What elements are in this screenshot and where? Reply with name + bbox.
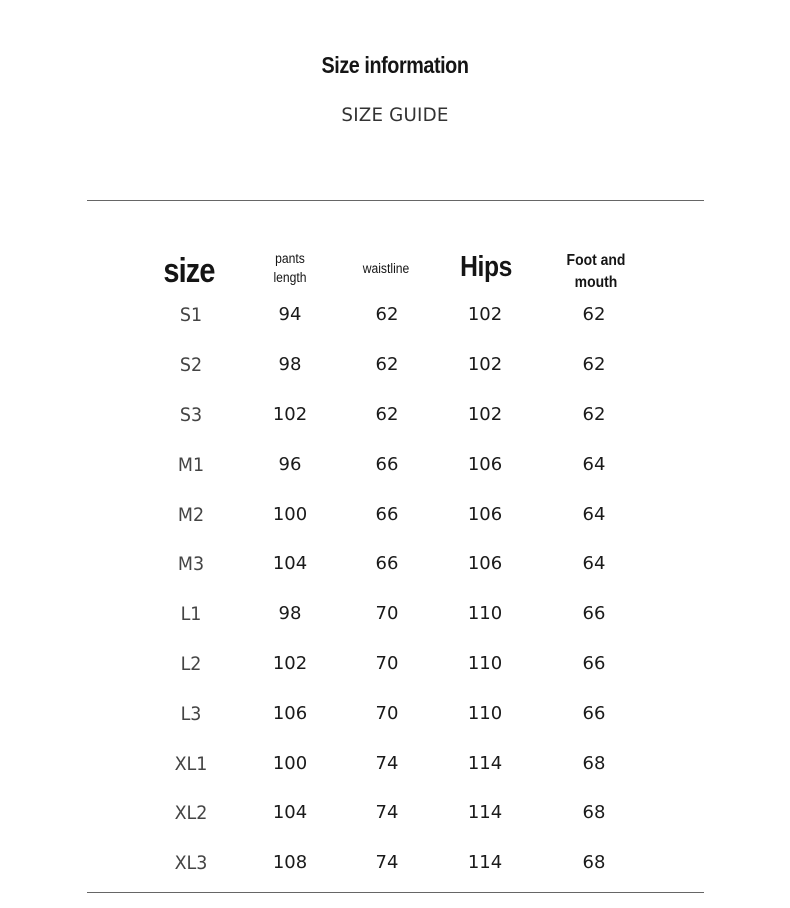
cell-foot-mouth: 66 bbox=[582, 703, 606, 724]
table-row bbox=[0, 400, 790, 430]
cell-hips: 106 bbox=[467, 454, 503, 475]
table-row bbox=[0, 749, 790, 779]
cell-pants-length: 94 bbox=[278, 304, 302, 325]
cell-size: XL1 bbox=[174, 753, 208, 775]
cell-size: M2 bbox=[177, 504, 205, 526]
cell-waistline: 74 bbox=[375, 753, 399, 774]
cell-waistline: 74 bbox=[375, 852, 399, 873]
cell-hips: 106 bbox=[467, 504, 503, 525]
cell-hips: 106 bbox=[467, 553, 503, 574]
cell-pants-length: 100 bbox=[272, 504, 308, 525]
header-waistline: waistline bbox=[362, 261, 410, 276]
header-foot-line1: Foot and bbox=[566, 252, 626, 269]
table-row bbox=[0, 599, 790, 629]
cell-hips: 110 bbox=[467, 653, 503, 674]
cell-waistline: 66 bbox=[375, 454, 399, 475]
cell-pants-length: 104 bbox=[272, 802, 308, 823]
cell-waistline: 70 bbox=[375, 703, 399, 724]
cell-size: L3 bbox=[180, 703, 202, 725]
cell-hips: 110 bbox=[467, 703, 503, 724]
header-size: size bbox=[163, 252, 215, 290]
cell-foot-mouth: 62 bbox=[582, 304, 606, 325]
cell-pants-length: 102 bbox=[272, 404, 308, 425]
cell-waistline: 62 bbox=[375, 404, 399, 425]
cell-pants-length: 106 bbox=[272, 703, 308, 724]
cell-size: L2 bbox=[180, 653, 202, 675]
table-row bbox=[0, 848, 790, 878]
table-row bbox=[0, 450, 790, 480]
cell-size: S3 bbox=[179, 404, 203, 426]
table-row bbox=[0, 699, 790, 729]
header-pants-length bbox=[273, 249, 306, 287]
cell-waistline: 62 bbox=[375, 354, 399, 375]
cell-size: S2 bbox=[179, 354, 203, 376]
header-foot-line2: mouth bbox=[574, 274, 618, 291]
cell-hips: 114 bbox=[467, 753, 503, 774]
cell-hips: 114 bbox=[467, 852, 503, 873]
cell-foot-mouth: 62 bbox=[582, 354, 606, 375]
table-row bbox=[0, 500, 790, 530]
top-divider bbox=[87, 200, 704, 201]
cell-size: S1 bbox=[179, 304, 203, 326]
cell-foot-mouth: 64 bbox=[582, 454, 606, 475]
cell-pants-length: 102 bbox=[272, 653, 308, 674]
cell-waistline: 66 bbox=[375, 553, 399, 574]
cell-foot-mouth: 68 bbox=[582, 802, 606, 823]
cell-waistline: 70 bbox=[375, 653, 399, 674]
table-row bbox=[0, 350, 790, 380]
page-subtitle: SIZE GUIDE bbox=[341, 104, 449, 126]
cell-waistline: 70 bbox=[375, 603, 399, 624]
cell-size: XL3 bbox=[174, 852, 208, 874]
cell-hips: 102 bbox=[467, 304, 503, 325]
cell-pants-length: 108 bbox=[272, 852, 308, 873]
cell-pants-length: 104 bbox=[272, 553, 308, 574]
cell-hips: 114 bbox=[467, 802, 503, 823]
cell-foot-mouth: 64 bbox=[582, 553, 606, 574]
table-row bbox=[0, 549, 790, 579]
cell-size: M3 bbox=[177, 553, 205, 575]
table-row bbox=[0, 798, 790, 828]
cell-foot-mouth: 68 bbox=[582, 852, 606, 873]
cell-size: M1 bbox=[177, 454, 205, 476]
cell-waistline: 74 bbox=[375, 802, 399, 823]
cell-pants-length: 98 bbox=[278, 354, 302, 375]
table-row bbox=[0, 649, 790, 679]
header-foot-and-mouth bbox=[567, 250, 626, 294]
cell-foot-mouth: 66 bbox=[582, 603, 606, 624]
cell-size: XL2 bbox=[174, 802, 208, 824]
cell-foot-mouth: 68 bbox=[582, 753, 606, 774]
cell-foot-mouth: 64 bbox=[582, 504, 606, 525]
cell-foot-mouth: 66 bbox=[582, 653, 606, 674]
header-pants-line1: pants bbox=[275, 251, 305, 266]
header-hips: Hips bbox=[460, 251, 512, 283]
cell-pants-length: 96 bbox=[278, 454, 302, 475]
cell-hips: 102 bbox=[467, 354, 503, 375]
cell-foot-mouth: 62 bbox=[582, 404, 606, 425]
cell-pants-length: 100 bbox=[272, 753, 308, 774]
header-pants-line2: length bbox=[273, 270, 307, 285]
cell-size: L1 bbox=[180, 603, 202, 625]
cell-waistline: 66 bbox=[375, 504, 399, 525]
cell-hips: 110 bbox=[467, 603, 503, 624]
cell-waistline: 62 bbox=[375, 304, 399, 325]
page-title: Size information bbox=[321, 52, 469, 78]
cell-pants-length: 98 bbox=[278, 603, 302, 624]
cell-hips: 102 bbox=[467, 404, 503, 425]
table-row bbox=[0, 300, 790, 330]
bottom-divider bbox=[87, 892, 704, 893]
